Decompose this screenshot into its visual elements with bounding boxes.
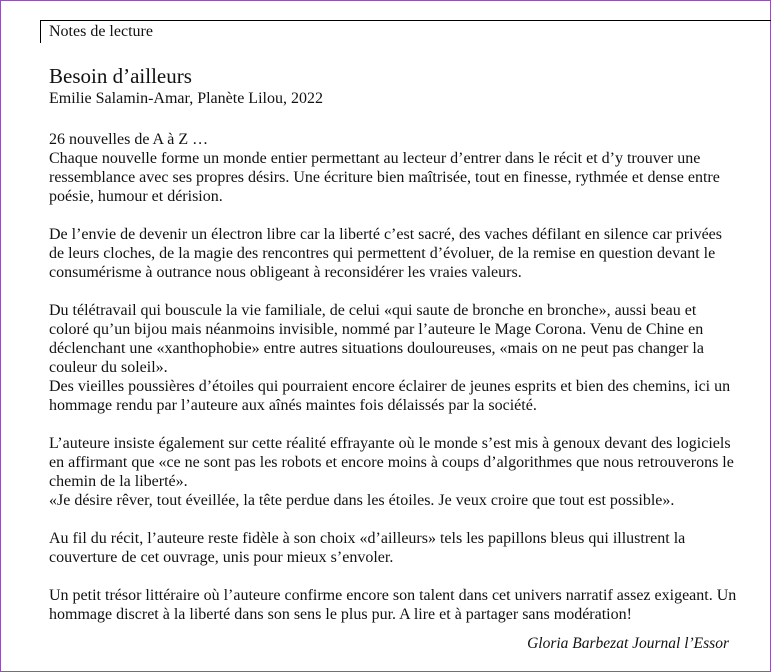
review-intro: 26 nouvelles de A à Z … <box>49 131 209 148</box>
review-quote: «Je désire rêver, tout éveillée, la tête perdue dans les étoiles. Je veux croire que tout est possible». <box>49 492 675 509</box>
review-paragraph: Du télétravail qui bouscule la vie familiale, de celui «qui saute de bronche en bronche», aussi beau et coloré qu’un bijou mais néanmoins invisible, nommé par l’auteure le Mage Corona. Venu de Chine en déclenchant une «xanthophobie» entre autres situations douloureuses, «mais on ne peut pas changer la couleur du soleil». <box>49 302 704 376</box>
review-paragraph: De l’envie de devenir un électron libre car la liberté c’est sacré, des vaches défilant en silence car privées de leurs cloches, de la magie des rencontres qui permettent d’évoluer, de la remise en question devant le consumérisme à outrance nous obligeant à reconsidérer les vraies valeurs. <box>49 226 722 281</box>
section-label: Notes de lecture <box>40 20 771 43</box>
paragraph-gap <box>49 282 739 301</box>
review-body <box>49 130 739 624</box>
review-paragraph: Chaque nouvelle forme un monde entier permettant au lecteur d’entrer dans le récit et d’y trouver une ressemblance avec ses propres désirs. Une écriture bien maîtrisée, tout en finesse, rythmée et dense entre poésie, humour et dérision. <box>49 150 720 205</box>
book-title: Besoin d’ailleurs <box>49 64 192 88</box>
book-byline: Emilie Salamin-Amar, Planète Lilou, 2022 <box>49 90 323 107</box>
paragraph-gap <box>49 206 739 225</box>
paragraph-gap <box>49 415 739 434</box>
paragraph-gap <box>49 510 739 529</box>
review-conclusion: Un petit trésor littéraire où l’auteure confirme encore son talent dans cet univers narratif assez exigeant. Un hommage discret à la liberté dans son sens le plus pur. A lire et à partager sans modération! <box>49 587 737 623</box>
review-paragraph: Des vieilles poussières d’étoiles qui pourraient encore éclairer de jeunes esprits et bien des chemins, ici un hommage rendu par l’auteure aux aînés maintes fois délaissés par la société. <box>49 378 731 414</box>
review-signature: Gloria Barbezat Journal l’Essor <box>527 635 729 652</box>
review-paragraph: L’auteure insiste également sur cette réalité effrayante où le monde s’est mis à genoux devant des logiciels en affirmant que «ce ne sont pas les robots et encore moins à coups d’algorithmes que nous retrouverons le chemin de la liberté». <box>49 435 734 490</box>
review-paragraph: Au fil du récit, l’auteure reste fidèle à son choix «d’ailleurs» tels les papillons bleus qui illustrent la couverture de cet ouvrage, unis pour mieux s’envoler. <box>49 530 686 566</box>
paragraph-gap <box>49 567 739 586</box>
